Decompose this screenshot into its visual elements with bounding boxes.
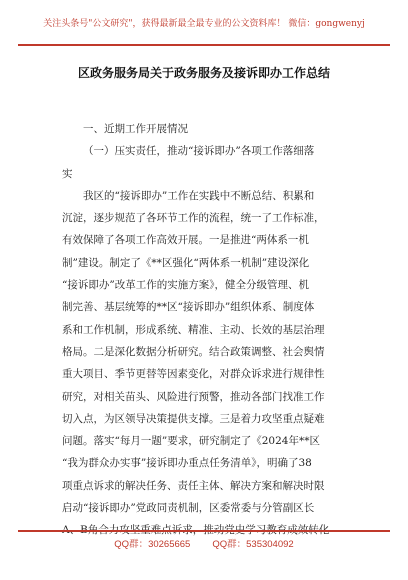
subsection-heading: （一）压实责任，推动“接诉即办”各项工作落细落 [83,145,315,158]
footer-contacts [0,536,408,550]
paragraph-line: 切入点，为区领导决策提供支撑。三是着力攻坚重点疑难 [62,412,325,425]
header-banner: 关注头条号"公文研究"，获得最新最全最专业的公文资料库！ 微信：gongwenyj [43,19,365,29]
footer-divider [18,530,390,532]
paragraph-line: 系和工作机制，形成系统、精准、主动、长效的基层治理 [62,323,325,336]
paragraph-line: 我区的“接诉即办”工作在实践中不断总结、积累和 [83,189,315,202]
paragraph-line: 研究，对相关苗头、风险进行预警，推动各部门找准工作 [62,390,325,403]
subsection-heading-continued: 实 [62,167,73,180]
qq-group-1: QQ群：30265665 [114,539,191,550]
paragraph-line: 问题。落实“每月一题”要求，研究制定了《2024年**区 [62,435,320,448]
paragraph-line: 有效保障了各项工作高效开展。一是推进“两体系一机 [62,234,309,247]
paragraph-line: 沉淀，逐步规范了各环节工作的流程，统一了工作标准， [62,212,325,225]
paragraph-line: 格局。二是深化数据分析研究。结合政策调整、社会舆情 [62,345,325,358]
paragraph-line: 制完善、基层统筹的**区“接诉即办”组织体系、制度体 [62,301,315,314]
header-divider [18,44,390,46]
paragraph-line: 重大项目、季节更替等因素变化，对群众诉求进行规律性 [62,368,325,381]
paragraph-line: 启动“接诉即办”党政同责机制，区委常委与分管副区长 [62,502,315,515]
document-body [62,118,350,542]
paragraph-line: 项重点诉求的解决任务、责任主体、解决方案和解决时限 [62,479,325,492]
paragraph-line: “接诉即办”改革工作的实施方案》，健全分级管理、机 [62,279,309,292]
document-title: 区政务服务局关于政务服务及接诉即办工作总结 [77,66,330,80]
qq-group-2: QQ群：535304092 [212,539,294,550]
paragraph-line: A、B角合力攻坚重难点诉求，推动党史学习教育成效转化 [62,524,330,537]
paragraph-line: 制”建设。制定了《**区强化“两体系一机制”建设深化 [62,256,310,269]
paragraph-line: “我为群众办实事”接诉即办重点任务清单》，明确了38 [62,457,312,470]
section-heading: 一、近期工作开展情况 [83,123,188,135]
